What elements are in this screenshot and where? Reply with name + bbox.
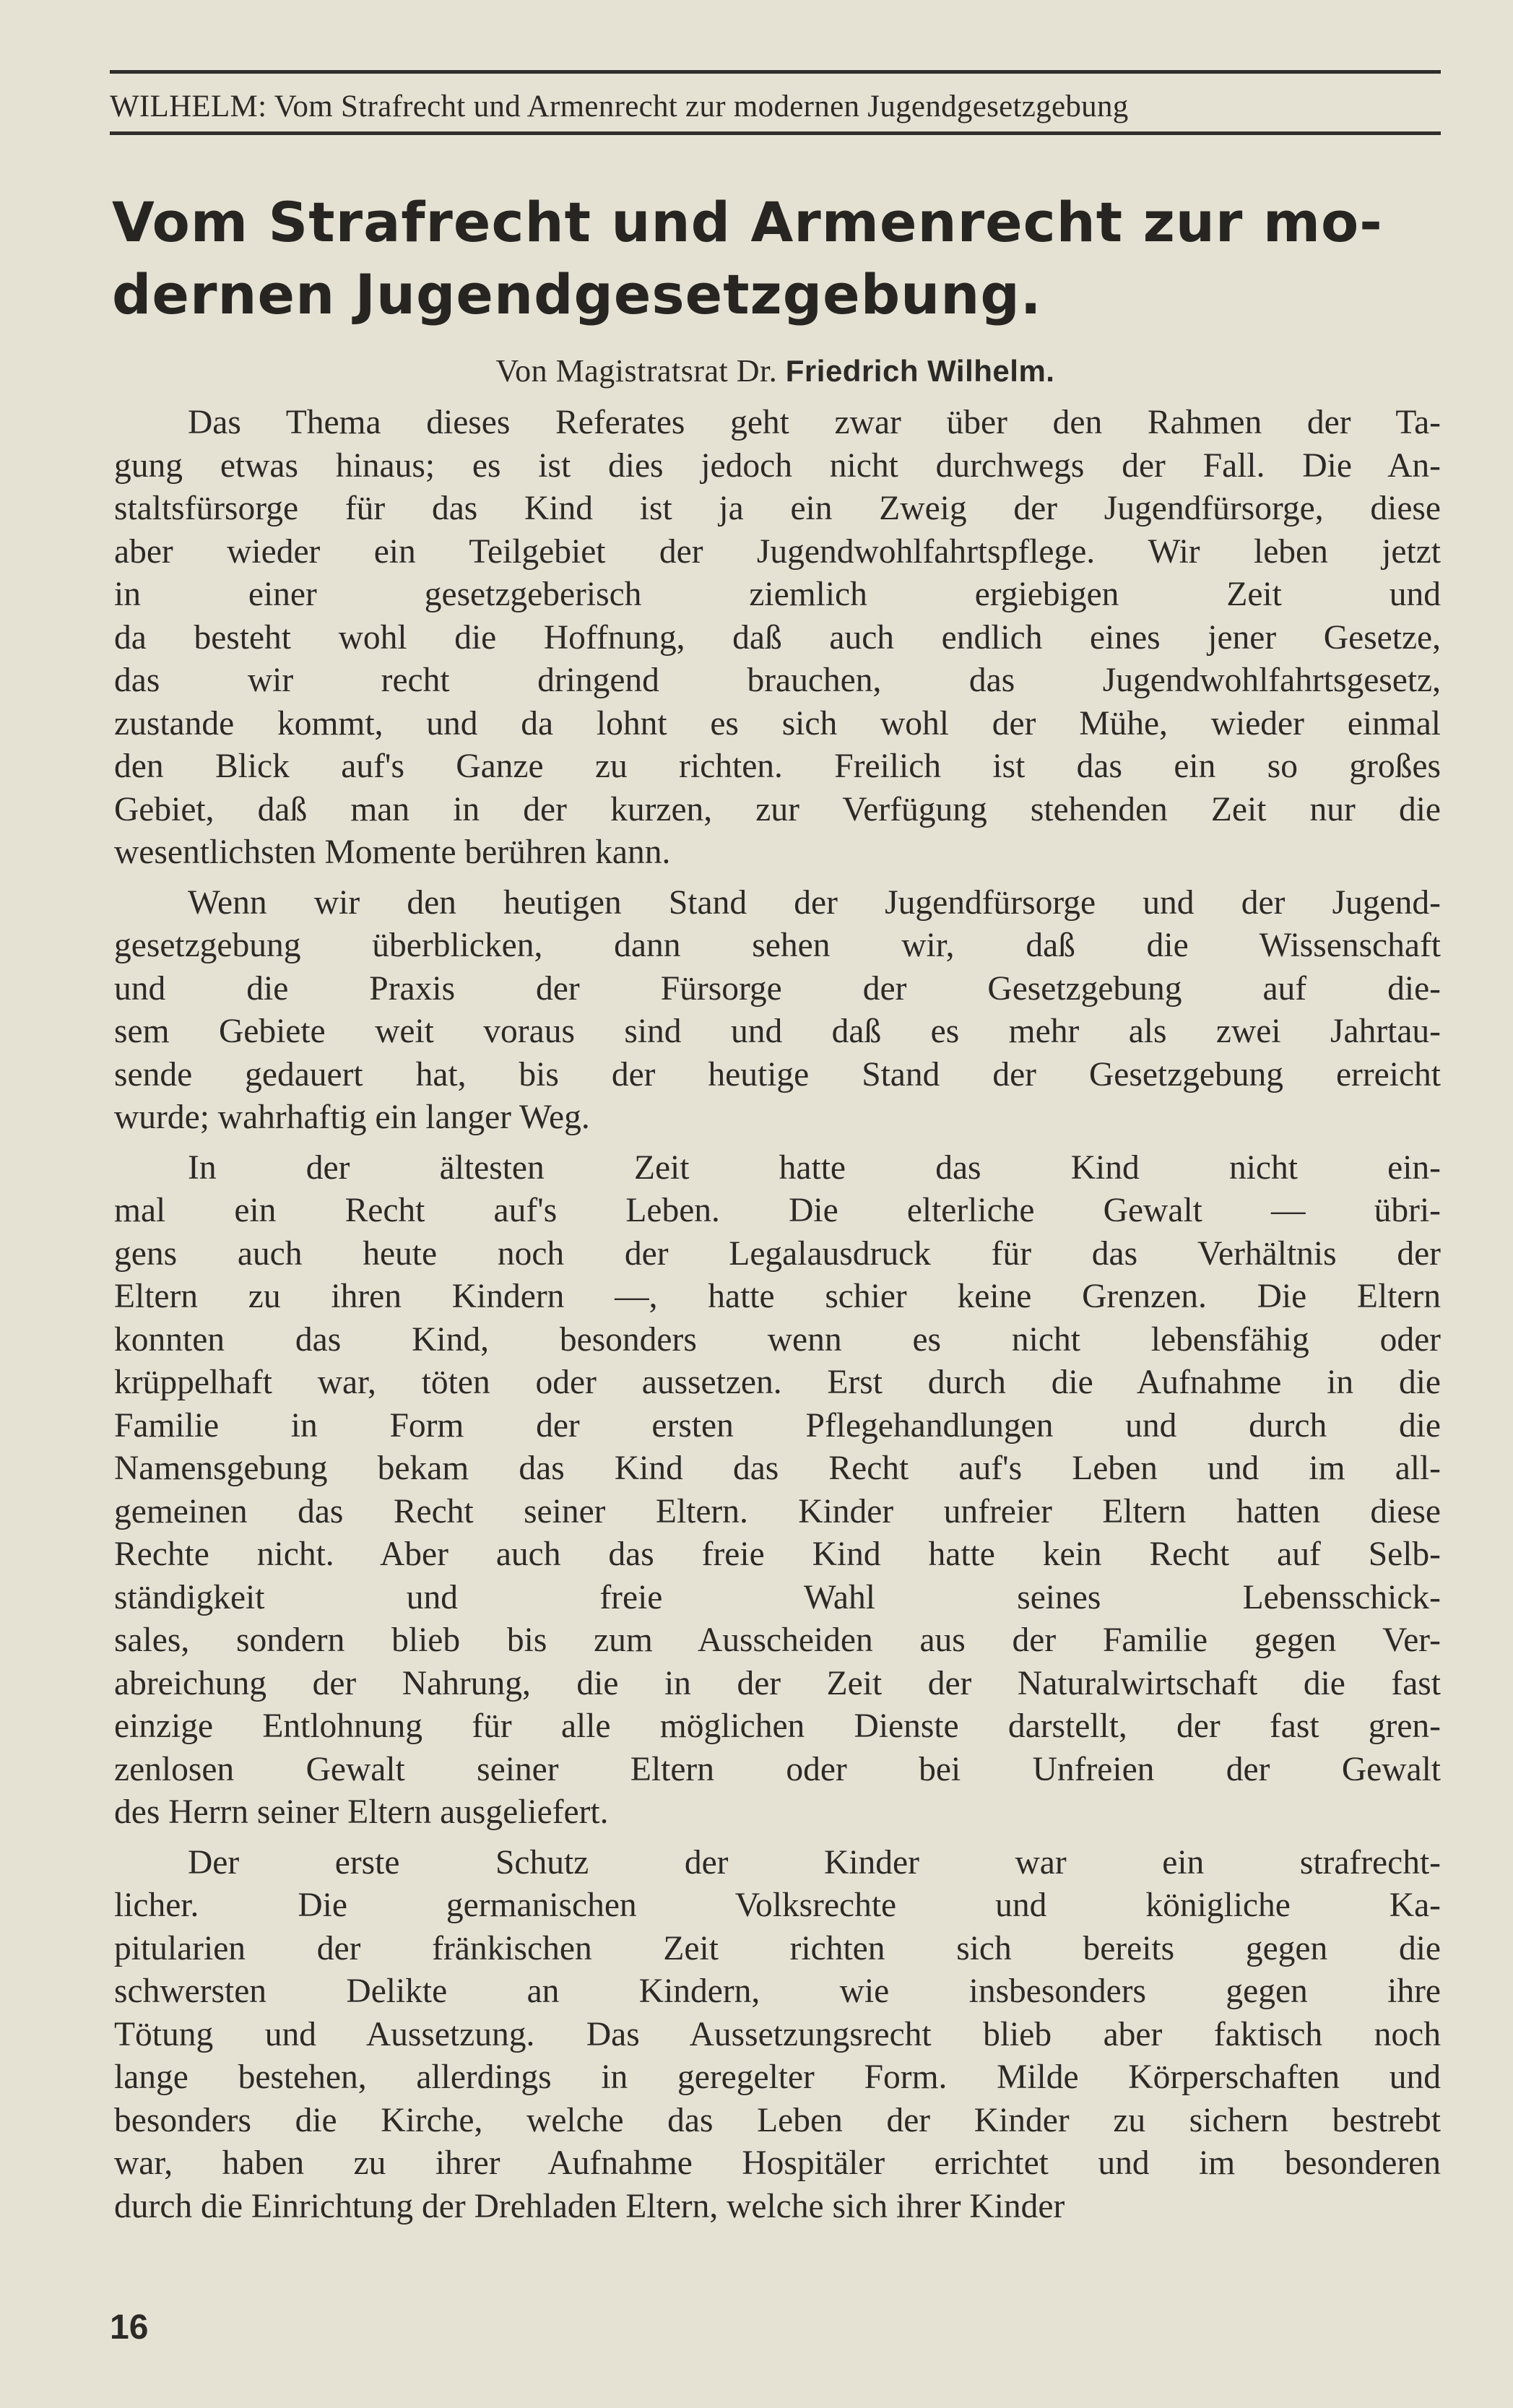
article-title [112,186,1441,331]
text-line: einzige Entlohnung für alle möglichen Dienste darstellt, der fast gren- [114,1707,1441,1745]
text-line: pitularien der fränkischen Zeit richten sich bereits gegen die [114,1929,1441,1967]
text-line: gemeinen das Recht seiner Eltern. Kinder unfreier Eltern hatten diese [114,1492,1441,1530]
text-line: Gebiet, daß man in der kurzen, zur Verfügung stehenden Zeit nur die [114,790,1441,828]
text-line: abreichung der Nahrung, die in der Zeit der Naturalwirtschaft die fast [114,1664,1441,1702]
text-line: sem Gebiete weit voraus sind und daß es mehr als zwei Jahrtau- [114,1013,1441,1050]
text-line: und die Praxis der Fürsorge der Gesetzgebung auf die- [114,969,1441,1008]
text-line: des Herrn seiner Eltern ausgeliefert. [114,1793,609,1831]
text-line: das wir recht dringend brauchen, das Jugendwohlfahrtsgesetz, [114,662,1441,699]
text-line: konnten das Kind, besonders wenn es nicht lebensfähig oder [114,1320,1441,1359]
byline [110,351,1441,391]
text-line: sende gedauert hat, bis der heutige Stand der Gesetzgebung erreicht [114,1055,1441,1093]
text-line: Der erste Schutz der Kinder war ein strafrecht- [188,1843,1441,1881]
text-line: zustande kommt, und da lohnt es sich wohl der Mühe, wieder einmal [114,704,1441,742]
page-number: 16 [110,2308,149,2347]
text-line: licher. Die germanischen Volksrechte und königliche Ka- [114,1887,1441,1924]
text-line: Das Thema dieses Referates geht zwar über den Rahmen der Ta- [188,404,1441,441]
text-line: zenlosen Gewalt seiner Eltern oder bei Unfreien der Gewalt [114,1750,1441,1788]
text-line: wesentlichsten Momente berühren kann. [114,833,671,871]
text-line: In der ältesten Zeit hatte das Kind nicht ein- [188,1148,1441,1187]
text-line: sales, sondern blieb bis zum Ausscheiden aus der Familie gegen Ver- [114,1621,1441,1659]
text-line: Rechte nicht. Aber auch das freie Kind hatte kein Recht auf Selb- [114,1536,1441,1573]
paragraph [114,402,1441,875]
text-line: gung etwas hinaus; es ist dies jedoch nicht durchwegs der Fall. Die An- [114,446,1441,485]
article-title-line: Vom Strafrecht und Armenrecht zur mo- [112,190,1383,254]
text-line: schwersten Delikte an Kindern, wie insbesonders gegen ihre [114,1972,1441,2010]
text-line: krüppelhaft war, töten oder aussetzen. Erst durch die Aufnahme in die [114,1364,1441,1401]
text-line: da besteht wohl die Hoffnung, daß auch endlich eines jener Gesetze, [114,618,1441,657]
text-line: den Blick auf's Ganze zu richten. Freilich ist das ein so großes [114,748,1441,785]
paragraph [114,1147,1441,1835]
article-title-line: dernen Jugendgesetzgebung. [112,262,1042,326]
running-head: WILHELM: Vom Strafrecht und Armenrecht zur modernen Jugendgesetzgebung [110,90,1129,124]
author-name: Friedrich Wilhelm. [785,354,1055,388]
text-line: ständigkeit und freie Wahl seines Lebensschick- [114,1578,1441,1616]
text-line: in einer gesetzgeberisch ziemlich ergiebigen Zeit und [114,576,1441,613]
text-line: Tötung und Aussetzung. Das Aussetzungsrecht blieb aber faktisch noch [114,2015,1441,2053]
text-line: gesetzgebung überblicken, dann sehen wir, daß die Wissenschaft [114,927,1441,964]
text-line: besonders die Kirche, welche das Leben der Kinder zu sichern bestrebt [114,2101,1441,2139]
text-line: aber wieder ein Teilgebiet der Jugendwohlfahrtspflege. Wir leben jetzt [114,532,1441,571]
text-line: mal ein Recht auf's Leben. Die elterliche Gewalt — übri- [114,1192,1441,1229]
text-line: staltsfürsorge für das Kind ist ja ein Zweig der Jugendfürsorge, diese [114,490,1441,527]
header-rule-bottom [110,131,1441,135]
text-line: lange bestehen, allerdings in geregelter Form. Milde Körperschaften und [114,2058,1441,2096]
text-line: Wenn wir den heutigen Stand der Jugendfürsorge und der Jugend- [188,883,1441,922]
header-rule-top [110,70,1441,74]
text-line: Eltern zu ihren Kindern —, hatte schier keine Grenzen. Die Eltern [114,1278,1441,1315]
text-line: wurde; wahrhaftig ein langer Weg. [114,1099,590,1136]
text-line: Namensgebung bekam das Kind das Recht auf's Leben und im all- [114,1450,1441,1487]
paragraph [114,882,1441,1140]
article-body [114,402,1441,2235]
paragraph [114,1842,1441,2229]
byline-prefix: Von Magistratsrat Dr. [495,353,778,389]
text-line: Familie in Form der ersten Pflegehandlungen und durch die [114,1406,1441,1445]
text-line: gens auch heute noch der Legalausdruck für das Verhältnis der [114,1234,1441,1273]
text-line: war, haben zu ihrer Aufnahme Hospitäler errichtet und im besonderen [114,2144,1441,2182]
text-line: durch die Einrichtung der Drehladen Eltern, welche sich ihrer Kinder [114,2187,1065,2225]
